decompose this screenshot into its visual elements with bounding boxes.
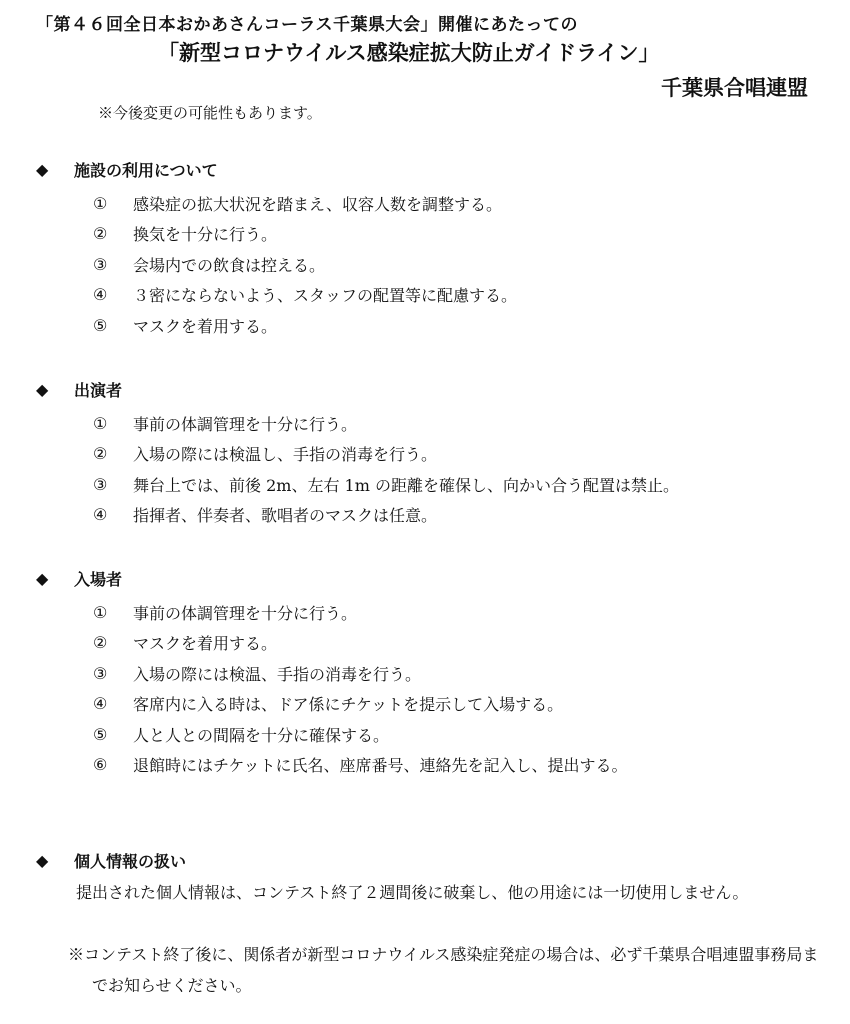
- item-text: 入場の際には検温、手指の消毒を行う。: [133, 664, 422, 684]
- change-notice: ※今後変更の可能性もあります。: [98, 104, 322, 122]
- title-line-2: 「新型コロナウイルス感染症拡大防止ガイドライン」: [158, 41, 660, 65]
- privacy-paragraph: 提出された個人情報は、コンテスト終了２週間後に破棄し、他の用途には一切使用しません。: [76, 883, 749, 902]
- section-heading-text: 個人情報の扱い: [74, 851, 187, 871]
- item-text: 換気を十分に行う。: [133, 225, 278, 245]
- privacy-note-block: [68, 939, 820, 1001]
- item-text: 入場の際には検温し、手指の消毒を行う。: [133, 445, 438, 465]
- item-text: 退館時にはチケットに氏名、座席番号、連絡先を記入し、提出する。: [133, 756, 628, 776]
- diamond-bullet-icon: ◆: [36, 850, 49, 870]
- item-number: ②: [93, 444, 108, 464]
- item-list: [93, 597, 628, 780]
- item-text: ３密にならないよう、スタッフの配置等に配慮する。: [133, 286, 518, 306]
- item-text: マスクを着用する。: [133, 316, 278, 336]
- list-item: [93, 658, 628, 689]
- section-heading: [36, 567, 628, 589]
- title-line-1: 「第４６回全日本おかあさんコーラス千葉県大会」開催にあたっての: [36, 15, 578, 35]
- section-attendees: [36, 567, 628, 780]
- organization-name: 千葉県合唱連盟: [661, 76, 808, 100]
- item-text: 事前の体調管理を十分に行う。: [133, 414, 358, 434]
- section-performers: [36, 378, 679, 530]
- item-number: ①: [93, 413, 108, 433]
- list-item: [93, 597, 628, 628]
- item-number: ③: [93, 663, 108, 683]
- list-item: [93, 439, 679, 470]
- item-text: 舞台上では、前後 2m、左右 1m の距離を確保し、向かい合う配置は禁止。: [133, 475, 679, 495]
- section-personal-info: [36, 849, 186, 871]
- list-item: [93, 628, 628, 659]
- item-list: [93, 408, 679, 530]
- list-item: [93, 719, 628, 750]
- item-text: 指揮者、伴奏者、歌唱者のマスクは任意。: [133, 506, 438, 526]
- section-heading-text: 出演者: [74, 380, 123, 400]
- list-item: [93, 280, 517, 311]
- item-number: ③: [93, 254, 108, 274]
- item-number: ⑥: [93, 755, 108, 775]
- item-number: ②: [93, 224, 108, 244]
- item-number: ④: [93, 505, 108, 525]
- list-item: [93, 249, 517, 280]
- list-item: [93, 310, 517, 341]
- item-number: ④: [93, 694, 108, 714]
- item-text: 会場内での飲食は控える。: [133, 255, 326, 275]
- list-item: [93, 219, 517, 250]
- item-list: [93, 188, 517, 341]
- section-facility-use: [36, 158, 517, 341]
- item-number: ①: [93, 193, 108, 213]
- item-text: 事前の体調管理を十分に行う。: [133, 603, 358, 623]
- item-number: ①: [93, 602, 108, 622]
- list-item: [93, 408, 679, 439]
- list-item: [93, 469, 679, 500]
- section-heading-text: 入場者: [74, 569, 123, 589]
- section-heading: [36, 158, 517, 180]
- item-text: 人と人との間隔を十分に確保する。: [133, 725, 390, 745]
- item-text: 客席内に入る時は、ドア係にチケットを提示して入場する。: [133, 695, 564, 715]
- diamond-bullet-icon: ◆: [36, 159, 49, 179]
- list-item: [93, 689, 628, 720]
- diamond-bullet-icon: ◆: [36, 568, 49, 588]
- item-number: ⑤: [93, 724, 108, 744]
- privacy-paragraph-block: [76, 877, 821, 908]
- diamond-bullet-icon: ◆: [36, 379, 49, 399]
- item-number: ③: [93, 474, 108, 494]
- section-heading-text: 施設の利用について: [74, 160, 218, 180]
- item-text: マスクを着用する。: [133, 634, 278, 654]
- item-number: ②: [93, 633, 108, 653]
- privacy-note: ※コンテスト終了後に、関係者が新型コロナウイルス感染症発症の場合は、必ず千葉県合唱連盟事務局までお知らせください。: [68, 945, 819, 995]
- list-item: [93, 188, 517, 219]
- list-item: [93, 750, 628, 781]
- section-heading: [36, 378, 679, 400]
- item-text: 感染症の拡大状況を踏まえ、収容人数を調整する。: [133, 194, 502, 214]
- item-number: ⑤: [93, 315, 108, 335]
- item-number: ④: [93, 285, 108, 305]
- list-item: [93, 500, 679, 531]
- section-heading: [36, 849, 186, 871]
